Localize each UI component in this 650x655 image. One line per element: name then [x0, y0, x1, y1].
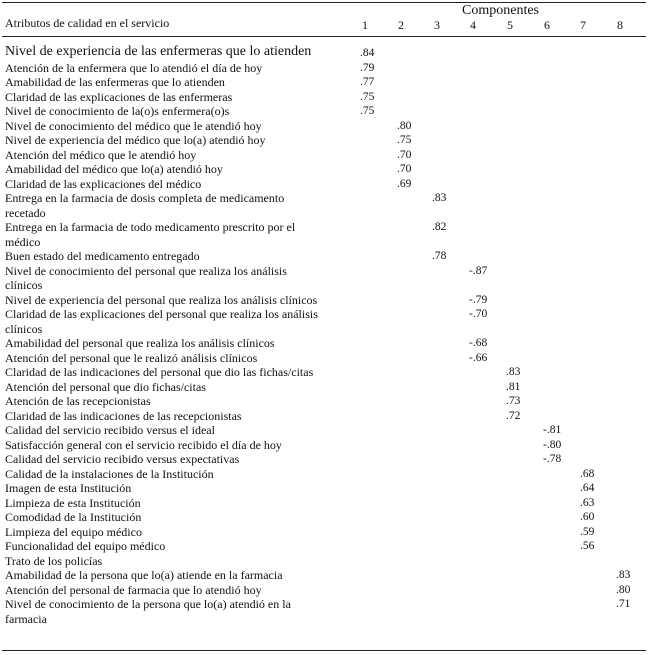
loading-value: .78	[432, 250, 447, 262]
attribute-label: Calidad del servicio recibido versus expectativas	[5, 452, 240, 466]
header-rule	[2, 36, 646, 37]
attribute-label: clínicos	[5, 321, 43, 336]
attribute-label: Atención del personal de farmacia que lo atendió hoy	[5, 582, 262, 597]
attribute-label: Calidad de la instalaciones de la Institución	[5, 466, 214, 481]
component-number: 4	[470, 18, 476, 32]
components-header: Componentes	[462, 3, 539, 18]
component-number: 6	[544, 18, 550, 32]
loading-value: .63	[580, 496, 595, 509]
attribute-label: Trato de los policías	[5, 553, 103, 568]
loading-value: .68	[580, 467, 595, 480]
attribute-label: Entrega en la farmacia de dosis completa de medicamento	[5, 191, 285, 205]
loading-value: .83	[616, 569, 631, 581]
component-number: 7	[580, 18, 586, 32]
attribute-label: Amabilidad de las enfermeras que lo atienden	[5, 75, 225, 89]
loading-value: .84	[360, 47, 375, 59]
loading-value: .64	[580, 482, 595, 494]
attribute-label: Buen estado del medicamento entregado	[5, 249, 200, 263]
loading-value: .73	[506, 395, 521, 407]
loading-value: .80	[397, 119, 412, 132]
attribute-label: Atención del personal que dio fichas/citas	[5, 379, 206, 394]
attribute-label: Atención del médico que le atendió hoy	[5, 147, 197, 162]
attribute-label: Claridad de las indicaciones del personal que dio las fichas/citas	[5, 365, 314, 379]
component-number: 8	[617, 18, 623, 32]
attribute-label: Entrega en la farmacia de todo medicamento prescrito por el	[5, 220, 296, 234]
loading-value: .71	[616, 598, 631, 610]
attribute-label: médico	[5, 234, 41, 249]
loading-value: .81	[506, 380, 521, 393]
loading-value: .83	[432, 192, 447, 204]
loading-value: -.78	[543, 453, 562, 465]
attribute-label: Atención del personal que le realizó análisis clínicos	[5, 350, 258, 365]
loading-value: .75	[397, 134, 412, 146]
component-number: 5	[507, 18, 513, 32]
loading-value: .79	[360, 61, 375, 74]
loading-value: .69	[397, 177, 412, 190]
attribute-label: Amabilidad de la persona que lo(a) atiende en la farmacia	[5, 568, 283, 582]
loading-value: .56	[580, 540, 595, 552]
loading-value: -.68	[469, 337, 488, 349]
attribute-label: Atención de la enfermera que lo atendió el día de hoy	[5, 60, 263, 75]
attribute-label: Nivel de conocimiento del personal que realiza los análisis	[5, 263, 287, 278]
loading-value: -.66	[469, 351, 488, 364]
attribute-label: Nivel de experiencia de las enfermeras que lo atienden	[5, 44, 312, 59]
loading-value: .70	[397, 163, 412, 175]
attribute-label: Nivel de conocimiento de la persona que lo(a) atendió en la	[5, 597, 291, 611]
attribute-label: Calidad del servicio recibido versus el ideal	[5, 423, 215, 437]
attribute-label: Comodidad de la Institución	[5, 510, 142, 524]
loading-value: -.70	[469, 308, 488, 320]
loading-value: -.80	[543, 438, 562, 451]
loading-value: -.87	[469, 264, 488, 277]
attribute-label: Claridad de las indicaciones de las recepcionistas	[5, 408, 242, 423]
loading-value: .77	[360, 76, 375, 88]
attribute-label: Nivel de experiencia del médico que lo(a) atendió hoy	[5, 133, 266, 147]
loading-value: .70	[397, 148, 412, 161]
attribute-label: Claridad de las explicaciones del personal que realiza los análisis	[5, 307, 318, 321]
top-rule	[2, 2, 646, 3]
attribute-label: farmacia	[5, 611, 47, 626]
attribute-label: Limpieza de esta Institución	[5, 495, 141, 510]
attribute-label: Nivel de conocimiento de la(o)s enfermera(o)s	[5, 104, 230, 118]
attribute-label: Limpieza del equipo médico	[5, 524, 142, 539]
component-number: 3	[434, 18, 440, 32]
component-number: 1	[362, 18, 368, 32]
component-number: 2	[398, 18, 404, 32]
attribute-label: Satisfacción general con el servicio recibido el día de hoy	[5, 437, 282, 452]
loading-value: .80	[616, 583, 631, 596]
attribute-label: Claridad de las explicaciones del médico	[5, 176, 202, 191]
loading-value: .75	[360, 105, 375, 117]
bottom-rule	[2, 650, 646, 651]
attribute-label: Claridad de las explicaciones de las enfermeras	[5, 89, 233, 104]
attribute-label: clínicos	[5, 278, 43, 292]
attribute-label: Amabilidad del médico que lo(a) atendió hoy	[5, 162, 223, 176]
loading-value: .75	[360, 90, 375, 103]
loading-value: .59	[580, 525, 595, 538]
loading-value: .83	[506, 366, 521, 378]
loading-value: -.81	[543, 424, 562, 436]
attribute-label: Funcionalidad del equipo médico	[5, 539, 166, 553]
loading-value: .82	[432, 221, 447, 233]
loading-value: .72	[506, 409, 521, 422]
attributes-column-header: Atributos de calidad en el servicio	[5, 16, 170, 30]
attribute-label: Atención de las recepcionistas	[5, 394, 151, 408]
loading-value: .60	[580, 511, 595, 523]
attribute-label: Imagen de esta Institución	[5, 481, 132, 495]
attribute-label: Amabilidad del personal que realiza los análisis clínicos	[5, 336, 275, 350]
attribute-label: Nivel de conocimiento del médico que le atendió hoy	[5, 118, 262, 133]
loading-value: -.79	[469, 293, 488, 306]
attribute-label: recetado	[5, 205, 46, 220]
attribute-label: Nivel de experiencia del personal que realiza los análisis clínicos	[5, 292, 318, 307]
